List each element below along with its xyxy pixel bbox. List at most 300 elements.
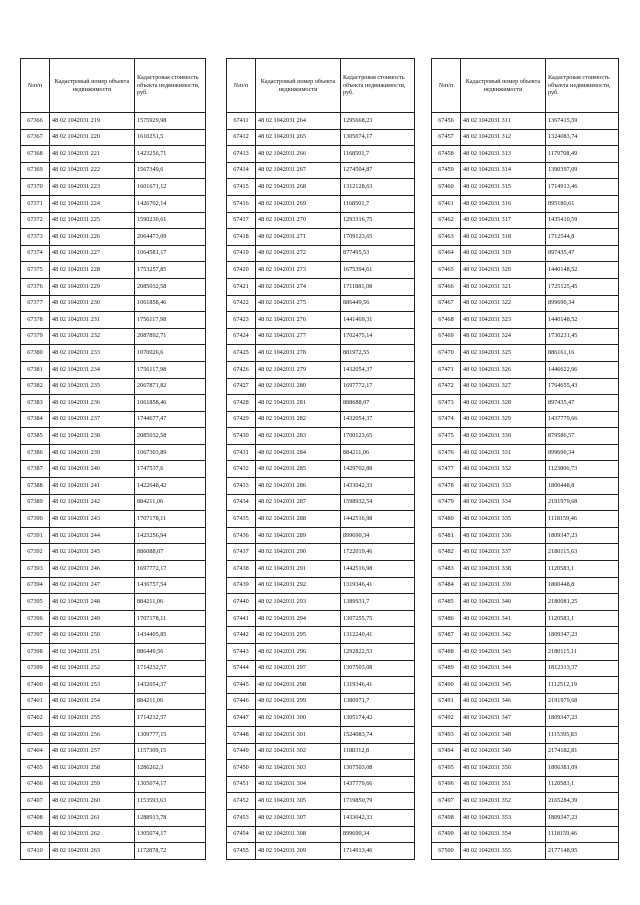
table-row bbox=[21, 444, 206, 461]
cadastral-value: 1118159,46 bbox=[546, 511, 619, 528]
table-row bbox=[432, 162, 619, 179]
cadastral-value: 1307503,08 bbox=[341, 660, 415, 677]
cadastral-number: 48 02 1042031 299 bbox=[256, 693, 341, 710]
table-row bbox=[227, 146, 415, 163]
table-row bbox=[227, 461, 415, 478]
table-row bbox=[21, 395, 206, 412]
table-row bbox=[227, 793, 415, 810]
row-number: 67447 bbox=[227, 710, 256, 727]
cadastral-value: 1722019,46 bbox=[341, 544, 415, 561]
cadastral-value: 886088,07 bbox=[135, 544, 206, 561]
cadastral-number: 48 02 1042031 225 bbox=[50, 212, 135, 229]
row-number: 67400 bbox=[21, 677, 50, 694]
cadastral-value: 1575929,98 bbox=[135, 113, 206, 130]
cadastral-value: 1188312,8 bbox=[341, 743, 415, 760]
cadastral-value: 2177148,95 bbox=[546, 843, 619, 860]
table-row bbox=[21, 478, 206, 495]
cadastral-value: 1319346,41 bbox=[341, 677, 415, 694]
table-row bbox=[227, 328, 415, 345]
table-row bbox=[432, 660, 619, 677]
cadastral-number: 48 02 1042031 248 bbox=[50, 594, 135, 611]
table-row bbox=[227, 361, 415, 378]
cadastral-value: 1747537,6 bbox=[135, 461, 206, 478]
table-row bbox=[21, 361, 206, 378]
cadastral-value: 1153593,63 bbox=[135, 793, 206, 810]
row-number: 67474 bbox=[432, 411, 461, 428]
cadastral-value: 1437779,66 bbox=[341, 776, 415, 793]
row-number: 67456 bbox=[432, 113, 461, 130]
row-number: 67372 bbox=[21, 212, 50, 229]
cadastral-value: 1812313,37 bbox=[546, 660, 619, 677]
cadastral-number: 48 02 1042031 314 bbox=[461, 162, 546, 179]
cadastral-value: 1070026,6 bbox=[135, 345, 206, 362]
row-number: 67390 bbox=[21, 511, 50, 528]
cadastral-value: 1293316,75 bbox=[341, 212, 415, 229]
row-number: 67397 bbox=[21, 627, 50, 644]
table-row bbox=[227, 494, 415, 511]
cadastral-value: 1168501,7 bbox=[341, 146, 415, 163]
row-number: 67450 bbox=[227, 760, 256, 777]
row-number: 67449 bbox=[227, 743, 256, 760]
cadastral-value: 1809347,23 bbox=[546, 627, 619, 644]
cadastral-value: 1307503,08 bbox=[341, 760, 415, 777]
table-row bbox=[227, 760, 415, 777]
cadastral-number: 48 02 1042031 354 bbox=[461, 826, 546, 843]
cadastral-number: 48 02 1042031 229 bbox=[50, 278, 135, 295]
table-row bbox=[227, 594, 415, 611]
table-row bbox=[227, 378, 415, 395]
row-number: 67487 bbox=[432, 627, 461, 644]
table-row bbox=[21, 809, 206, 826]
cadastral-number: 48 02 1042031 285 bbox=[256, 461, 341, 478]
cadastral-number: 48 02 1042031 347 bbox=[461, 710, 546, 727]
cadastral-value: 2180115,63 bbox=[546, 544, 619, 561]
cadastral-value: 1274504,87 bbox=[341, 162, 415, 179]
cadastral-value: 886449,56 bbox=[341, 295, 415, 312]
cadastral-value: 1432054,37 bbox=[341, 361, 415, 378]
row-number: 67393 bbox=[21, 561, 50, 578]
cadastral-number: 48 02 1042031 343 bbox=[461, 644, 546, 661]
row-number: 67367 bbox=[21, 129, 50, 146]
row-number: 67407 bbox=[21, 793, 50, 810]
table-header-row bbox=[227, 59, 415, 113]
cadastral-number: 48 02 1042031 290 bbox=[256, 544, 341, 561]
cadastral-number: 48 02 1042031 346 bbox=[461, 693, 546, 710]
table-row bbox=[432, 527, 619, 544]
table-row bbox=[227, 278, 415, 295]
table-row bbox=[432, 444, 619, 461]
row-number: 67369 bbox=[21, 162, 50, 179]
cadastral-table-right bbox=[431, 58, 619, 860]
cadastral-number: 48 02 1042031 293 bbox=[256, 594, 341, 611]
cadastral-number: 48 02 1042031 272 bbox=[256, 245, 341, 262]
row-number: 67411 bbox=[227, 113, 256, 130]
table-row bbox=[227, 809, 415, 826]
cadastral-value: 1292822,53 bbox=[341, 644, 415, 661]
header-num: №п/п bbox=[227, 59, 256, 113]
cadastral-value: 1598932,54 bbox=[341, 494, 415, 511]
table-row bbox=[21, 378, 206, 395]
cadastral-number: 48 02 1042031 287 bbox=[256, 494, 341, 511]
row-number: 67460 bbox=[432, 179, 461, 196]
cadastral-value: 881972,55 bbox=[341, 345, 415, 362]
cadastral-value: 1744677,47 bbox=[135, 411, 206, 428]
cadastral-number: 48 02 1042031 318 bbox=[461, 229, 546, 246]
table-row bbox=[21, 129, 206, 146]
table-row bbox=[21, 312, 206, 329]
cadastral-number: 48 02 1042031 270 bbox=[256, 212, 341, 229]
table-row bbox=[21, 146, 206, 163]
cadastral-value: 1524083,74 bbox=[341, 726, 415, 743]
cadastral-value: 1702475,14 bbox=[341, 328, 415, 345]
table-row bbox=[432, 826, 619, 843]
row-number: 67370 bbox=[21, 179, 50, 196]
cadastral-number: 48 02 1042031 309 bbox=[256, 843, 341, 860]
table-row bbox=[227, 627, 415, 644]
cadastral-number: 48 02 1042031 275 bbox=[256, 295, 341, 312]
cadastral-value: 1714232,57 bbox=[135, 660, 206, 677]
cadastral-number: 48 02 1042031 244 bbox=[50, 527, 135, 544]
cadastral-value: 1168501,7 bbox=[341, 195, 415, 212]
cadastral-number: 48 02 1042031 251 bbox=[50, 644, 135, 661]
table-row bbox=[227, 726, 415, 743]
cadastral-number: 48 02 1042031 232 bbox=[50, 328, 135, 345]
cadastral-number: 48 02 1042031 258 bbox=[50, 760, 135, 777]
row-number: 67435 bbox=[227, 511, 256, 528]
table-row bbox=[432, 428, 619, 445]
cadastral-value: 1441469,31 bbox=[341, 312, 415, 329]
cadastral-number: 48 02 1042031 269 bbox=[256, 195, 341, 212]
row-number: 67477 bbox=[432, 461, 461, 478]
cadastral-value: 899690,34 bbox=[341, 527, 415, 544]
row-number: 67430 bbox=[227, 428, 256, 445]
table-row bbox=[432, 378, 619, 395]
table-row bbox=[432, 743, 619, 760]
row-number: 67499 bbox=[432, 826, 461, 843]
cadastral-value: 1157309,15 bbox=[135, 743, 206, 760]
table-row bbox=[432, 361, 619, 378]
table-row bbox=[21, 561, 206, 578]
row-number: 67494 bbox=[432, 743, 461, 760]
table-row bbox=[432, 644, 619, 661]
header-cadastral-value: Кадастровая стоимость объекта недвижимости, руб. bbox=[135, 59, 206, 113]
row-number: 67387 bbox=[21, 461, 50, 478]
row-number: 67384 bbox=[21, 411, 50, 428]
cadastral-value: 1601671,12 bbox=[135, 179, 206, 196]
row-number: 67412 bbox=[227, 129, 256, 146]
row-number: 67458 bbox=[432, 146, 461, 163]
row-number: 67420 bbox=[227, 262, 256, 279]
cadastral-value: 1809347,23 bbox=[546, 809, 619, 826]
cadastral-value: 2174182,81 bbox=[546, 743, 619, 760]
cadastral-number: 48 02 1042031 249 bbox=[50, 610, 135, 627]
cadastral-number: 48 02 1042031 274 bbox=[256, 278, 341, 295]
table-row bbox=[432, 195, 619, 212]
table-row bbox=[227, 577, 415, 594]
cadastral-number: 48 02 1042031 228 bbox=[50, 262, 135, 279]
table-row bbox=[227, 262, 415, 279]
cadastral-number: 48 02 1042031 222 bbox=[50, 162, 135, 179]
row-number: 67409 bbox=[21, 826, 50, 843]
cadastral-number: 48 02 1042031 315 bbox=[461, 179, 546, 196]
row-number: 67381 bbox=[21, 361, 50, 378]
row-number: 67386 bbox=[21, 444, 50, 461]
table-row bbox=[432, 229, 619, 246]
row-number: 67417 bbox=[227, 212, 256, 229]
cadastral-value: 1288913,78 bbox=[135, 809, 206, 826]
cadastral-number: 48 02 1042031 224 bbox=[50, 195, 135, 212]
row-number: 67428 bbox=[227, 395, 256, 412]
row-number: 67432 bbox=[227, 461, 256, 478]
row-number: 67380 bbox=[21, 345, 50, 362]
cadastral-value: 1809347,23 bbox=[546, 527, 619, 544]
cadastral-value: 884211,06 bbox=[135, 693, 206, 710]
header-cadastral-number: Кадастровый номер объекта недвижимости bbox=[256, 59, 341, 113]
row-number: 67498 bbox=[432, 809, 461, 826]
cadastral-value: 1324083,74 bbox=[546, 129, 619, 146]
cadastral-number: 48 02 1042031 331 bbox=[461, 444, 546, 461]
cadastral-number: 48 02 1042031 231 bbox=[50, 312, 135, 329]
cadastral-number: 48 02 1042031 266 bbox=[256, 146, 341, 163]
row-number: 67470 bbox=[432, 345, 461, 362]
cadastral-value: 1714913,46 bbox=[341, 843, 415, 860]
cadastral-number: 48 02 1042031 265 bbox=[256, 129, 341, 146]
row-number: 67468 bbox=[432, 312, 461, 329]
table-header-row bbox=[21, 59, 206, 113]
row-number: 67490 bbox=[432, 677, 461, 694]
row-number: 67491 bbox=[432, 693, 461, 710]
table-row bbox=[21, 262, 206, 279]
table-row bbox=[21, 494, 206, 511]
table-row bbox=[432, 809, 619, 826]
row-number: 67461 bbox=[432, 195, 461, 212]
cadastral-number: 48 02 1042031 247 bbox=[50, 577, 135, 594]
row-number: 67389 bbox=[21, 494, 50, 511]
cadastral-value: 899690,34 bbox=[546, 444, 619, 461]
cadastral-value: 897435,47 bbox=[546, 395, 619, 412]
cadastral-number: 48 02 1042031 308 bbox=[256, 826, 341, 843]
cadastral-value: 1423256,71 bbox=[135, 146, 206, 163]
cadastral-value: 1764655,43 bbox=[546, 378, 619, 395]
table-row bbox=[21, 660, 206, 677]
row-number: 67488 bbox=[432, 644, 461, 661]
cadastral-value: 1120583,1 bbox=[546, 776, 619, 793]
cadastral-number: 48 02 1042031 329 bbox=[461, 411, 546, 428]
row-number: 67379 bbox=[21, 328, 50, 345]
cadastral-number: 48 02 1042031 304 bbox=[256, 776, 341, 793]
table-header-row bbox=[432, 59, 619, 113]
cadastral-number: 48 02 1042031 332 bbox=[461, 461, 546, 478]
cadastral-number: 48 02 1042031 281 bbox=[256, 395, 341, 412]
row-number: 67395 bbox=[21, 594, 50, 611]
cadastral-number: 48 02 1042031 234 bbox=[50, 361, 135, 378]
cadastral-number: 48 02 1042031 330 bbox=[461, 428, 546, 445]
table-row bbox=[227, 195, 415, 212]
cadastral-value: 1429702,88 bbox=[341, 461, 415, 478]
row-number: 67368 bbox=[21, 146, 50, 163]
table-row bbox=[432, 461, 619, 478]
cadastral-value: 899690,34 bbox=[546, 295, 619, 312]
row-number: 67457 bbox=[432, 129, 461, 146]
table-row bbox=[432, 345, 619, 362]
table-row bbox=[432, 478, 619, 495]
cadastral-number: 48 02 1042031 235 bbox=[50, 378, 135, 395]
cadastral-number: 48 02 1042031 250 bbox=[50, 627, 135, 644]
row-number: 67454 bbox=[227, 826, 256, 843]
cadastral-number: 48 02 1042031 253 bbox=[50, 677, 135, 694]
cadastral-value: 2064473,09 bbox=[135, 229, 206, 246]
row-number: 67431 bbox=[227, 444, 256, 461]
row-number: 67433 bbox=[227, 478, 256, 495]
row-number: 67442 bbox=[227, 627, 256, 644]
cadastral-value: 1432054,37 bbox=[341, 411, 415, 428]
cadastral-number: 48 02 1042031 236 bbox=[50, 395, 135, 412]
cadastral-number: 48 02 1042031 243 bbox=[50, 511, 135, 528]
cadastral-number: 48 02 1042031 264 bbox=[256, 113, 341, 130]
row-number: 67489 bbox=[432, 660, 461, 677]
table-row bbox=[21, 544, 206, 561]
cadastral-number: 48 02 1042031 321 bbox=[461, 278, 546, 295]
row-number: 67371 bbox=[21, 195, 50, 212]
table-row bbox=[432, 561, 619, 578]
cadastral-number: 48 02 1042031 305 bbox=[256, 793, 341, 810]
cadastral-value: 1380971,7 bbox=[341, 693, 415, 710]
table-row bbox=[227, 212, 415, 229]
table-row bbox=[21, 610, 206, 627]
row-number: 67392 bbox=[21, 544, 50, 561]
cadastral-number: 48 02 1042031 324 bbox=[461, 328, 546, 345]
cadastral-number: 48 02 1042031 230 bbox=[50, 295, 135, 312]
cadastral-table-left bbox=[20, 58, 206, 860]
row-number: 67479 bbox=[432, 494, 461, 511]
row-number: 67495 bbox=[432, 760, 461, 777]
cadastral-value: 1700123,65 bbox=[341, 428, 415, 445]
cadastral-number: 48 02 1042031 352 bbox=[461, 793, 546, 810]
cadastral-value: 1675394,61 bbox=[341, 262, 415, 279]
table-row bbox=[227, 444, 415, 461]
table-row bbox=[21, 245, 206, 262]
cadastral-number: 48 02 1042031 238 bbox=[50, 428, 135, 445]
cadastral-value: 1120583,1 bbox=[546, 561, 619, 578]
table-row bbox=[21, 212, 206, 229]
cadastral-number: 48 02 1042031 326 bbox=[461, 361, 546, 378]
row-number: 67452 bbox=[227, 793, 256, 810]
row-number: 67408 bbox=[21, 809, 50, 826]
row-number: 67376 bbox=[21, 278, 50, 295]
cadastral-number: 48 02 1042031 279 bbox=[256, 361, 341, 378]
table-row bbox=[227, 610, 415, 627]
row-number: 67437 bbox=[227, 544, 256, 561]
cadastral-value: 1179708,49 bbox=[546, 146, 619, 163]
cadastral-number: 48 02 1042031 301 bbox=[256, 726, 341, 743]
cadastral-value: 1730231,45 bbox=[546, 328, 619, 345]
cadastral-number: 48 02 1042031 277 bbox=[256, 328, 341, 345]
cadastral-number: 48 02 1042031 257 bbox=[50, 743, 135, 760]
cadastral-value: 2180081,25 bbox=[546, 594, 619, 611]
row-number: 67421 bbox=[227, 278, 256, 295]
table-row bbox=[432, 627, 619, 644]
table-row bbox=[227, 677, 415, 694]
row-number: 67465 bbox=[432, 262, 461, 279]
table-row bbox=[21, 511, 206, 528]
cadastral-value: 1712544,8 bbox=[546, 229, 619, 246]
cadastral-value: 1064581,17 bbox=[135, 245, 206, 262]
cadastral-number: 48 02 1042031 262 bbox=[50, 826, 135, 843]
cadastral-value: 1800448,8 bbox=[546, 478, 619, 495]
table-row bbox=[21, 644, 206, 661]
cadastral-number: 48 02 1042031 349 bbox=[461, 743, 546, 760]
cadastral-value: 886449,56 bbox=[135, 644, 206, 661]
cadastral-number: 48 02 1042031 342 bbox=[461, 627, 546, 644]
cadastral-value: 1433042,33 bbox=[341, 478, 415, 495]
cadastral-number: 48 02 1042031 336 bbox=[461, 527, 546, 544]
cadastral-number: 48 02 1042031 220 bbox=[50, 129, 135, 146]
table-row bbox=[432, 312, 619, 329]
cadastral-value: 1061858,46 bbox=[135, 295, 206, 312]
cadastral-table-middle bbox=[226, 58, 415, 860]
cadastral-value: 1120583,1 bbox=[546, 610, 619, 627]
table-row bbox=[21, 295, 206, 312]
table-row bbox=[432, 710, 619, 727]
row-number: 67373 bbox=[21, 229, 50, 246]
row-number: 67441 bbox=[227, 610, 256, 627]
row-number: 67439 bbox=[227, 577, 256, 594]
table-row bbox=[227, 162, 415, 179]
cadastral-number: 48 02 1042031 322 bbox=[461, 295, 546, 312]
table-row bbox=[21, 577, 206, 594]
table-row bbox=[227, 644, 415, 661]
table-row bbox=[227, 776, 415, 793]
table-row bbox=[432, 610, 619, 627]
cadastral-number: 48 02 1042031 341 bbox=[461, 610, 546, 627]
row-number: 67416 bbox=[227, 195, 256, 212]
cadastral-value: 1707178,11 bbox=[135, 610, 206, 627]
row-number: 67462 bbox=[432, 212, 461, 229]
cadastral-number: 48 02 1042031 300 bbox=[256, 710, 341, 727]
table-row bbox=[227, 743, 415, 760]
row-number: 67436 bbox=[227, 527, 256, 544]
cadastral-value: 1590230,61 bbox=[135, 212, 206, 229]
cadastral-value: 886161,16 bbox=[546, 345, 619, 362]
table-row bbox=[432, 146, 619, 163]
row-number: 67366 bbox=[21, 113, 50, 130]
cadastral-number: 48 02 1042031 256 bbox=[50, 726, 135, 743]
cadastral-number: 48 02 1042031 345 bbox=[461, 677, 546, 694]
cadastral-number: 48 02 1042031 340 bbox=[461, 594, 546, 611]
row-number: 67475 bbox=[432, 428, 461, 445]
row-number: 67486 bbox=[432, 610, 461, 627]
cadastral-value: 895180,61 bbox=[546, 195, 619, 212]
cadastral-number: 48 02 1042031 337 bbox=[461, 544, 546, 561]
cadastral-number: 48 02 1042031 245 bbox=[50, 544, 135, 561]
cadastral-number: 48 02 1042031 268 bbox=[256, 179, 341, 196]
cadastral-value: 1753257,85 bbox=[135, 262, 206, 279]
table-row bbox=[432, 776, 619, 793]
cadastral-number: 48 02 1042031 241 bbox=[50, 478, 135, 495]
cadastral-value: 1437779,66 bbox=[546, 411, 619, 428]
row-number: 67419 bbox=[227, 245, 256, 262]
cadastral-number: 48 02 1042031 242 bbox=[50, 494, 135, 511]
cadastral-value: 879586,57 bbox=[546, 428, 619, 445]
row-number: 67471 bbox=[432, 361, 461, 378]
cadastral-number: 48 02 1042031 239 bbox=[50, 444, 135, 461]
table-row bbox=[432, 693, 619, 710]
cadastral-value: 1422648,42 bbox=[135, 478, 206, 495]
row-number: 67492 bbox=[432, 710, 461, 727]
cadastral-number: 48 02 1042031 271 bbox=[256, 229, 341, 246]
cadastral-value: 1697772,17 bbox=[341, 378, 415, 395]
row-number: 67413 bbox=[227, 146, 256, 163]
